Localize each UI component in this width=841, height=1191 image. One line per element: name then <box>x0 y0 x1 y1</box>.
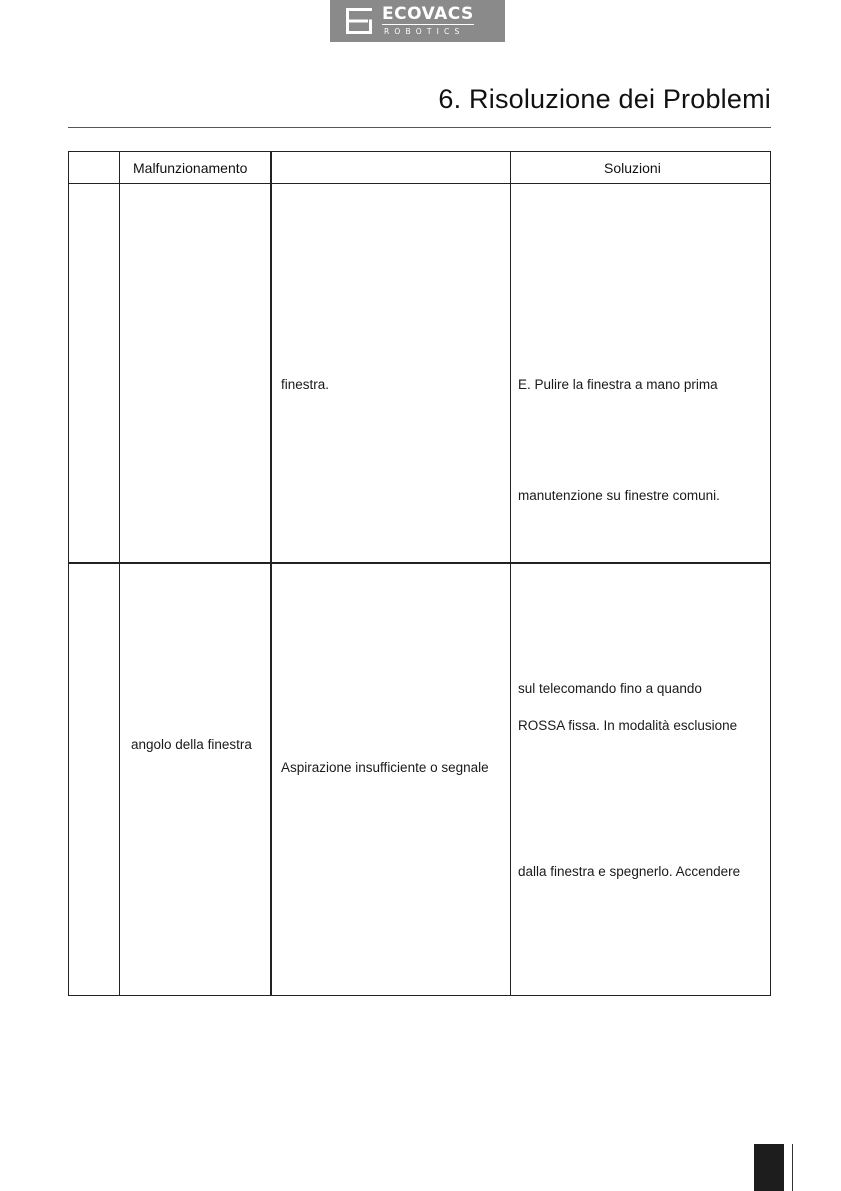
table-border-left <box>68 151 69 996</box>
page-number-tab <box>754 1144 784 1191</box>
table-border-top <box>68 151 771 152</box>
row1-solution-line1: E. Pulire la finestra a mano prima <box>518 377 718 392</box>
row1-solution-line2: manutenzione su finestre comuni. <box>518 488 720 503</box>
row1-cause-text: finestra. <box>281 377 330 392</box>
row-divider <box>68 562 771 564</box>
row2-solution-line3: dalla finestra e spegnerlo. Accendere <box>518 864 741 879</box>
row2-cause-text: Aspirazione insufficiente o segnale <box>281 760 489 775</box>
brand-logo <box>330 0 505 42</box>
ecovacs-logo-icon <box>344 5 376 37</box>
brand-sub: ROBOTICS <box>384 27 465 36</box>
column-divider-3 <box>510 151 511 996</box>
row2-malfunction-text: angolo della finestra <box>131 737 252 752</box>
row2-solution-line2: ROSSA fissa. In modalità esclusione <box>518 718 738 733</box>
row2-solution-line1: sul telecomando fino a quando <box>518 681 702 696</box>
header-malfunzionamento: Malfunzionamento <box>133 160 248 176</box>
column-divider-1 <box>119 151 120 996</box>
page-title: 6. Risoluzione dei Problemi <box>438 84 771 114</box>
brand-name: ECOVACS <box>382 4 474 24</box>
header-row-divider <box>68 183 771 184</box>
column-divider-2 <box>270 151 272 996</box>
title-divider <box>68 127 771 128</box>
table-border-right <box>770 151 771 996</box>
page-tab-divider <box>792 1144 793 1191</box>
table-border-bottom <box>68 995 771 996</box>
header-soluzioni: Soluzioni <box>604 160 661 176</box>
troubleshooting-table <box>68 151 771 996</box>
